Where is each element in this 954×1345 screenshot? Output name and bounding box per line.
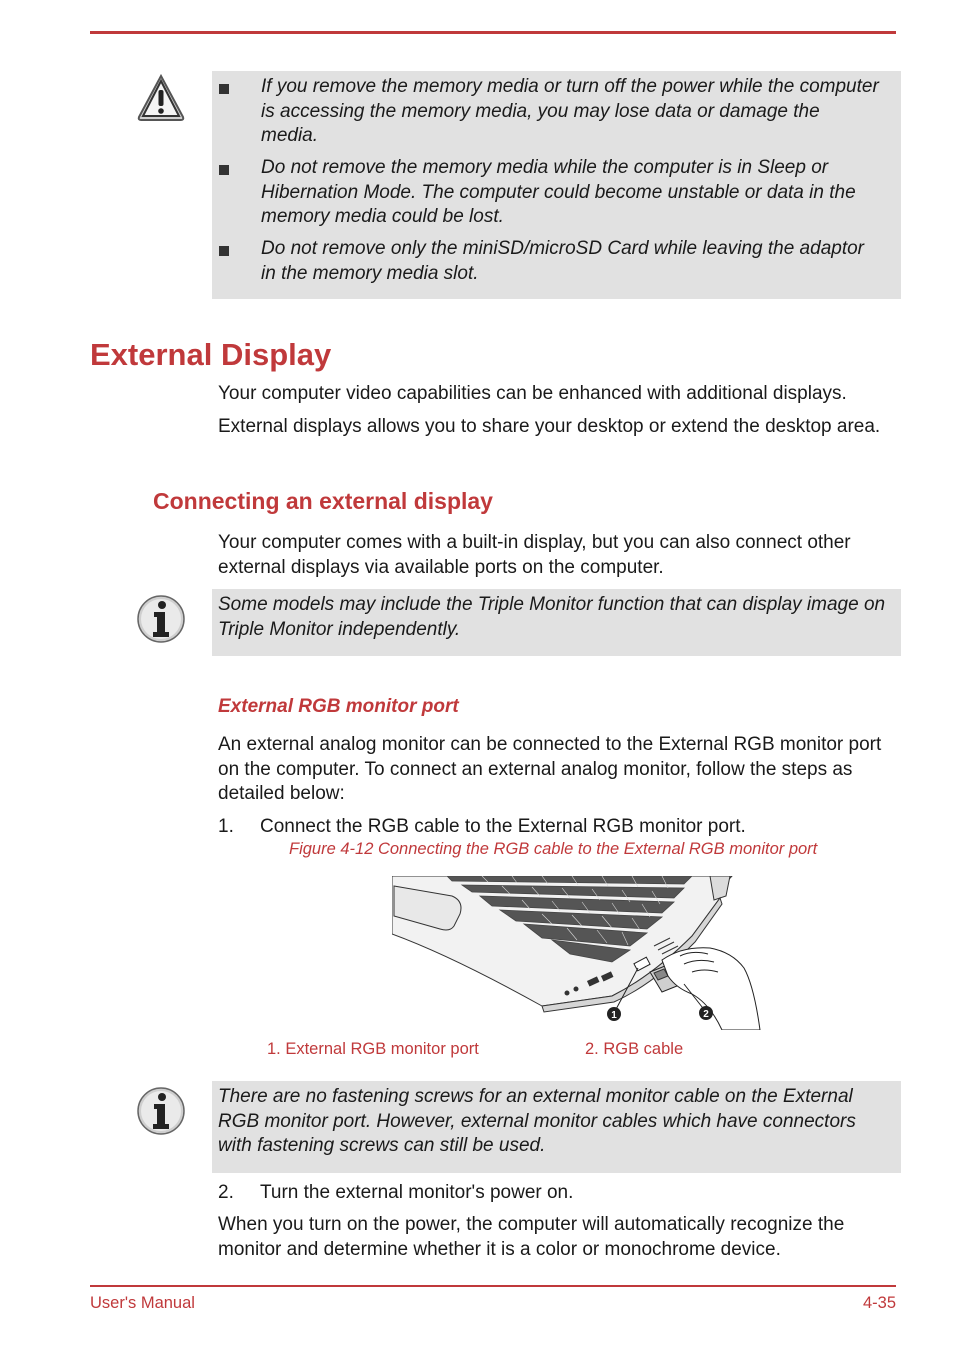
rgb-outro: When you turn on the power, the computer will automatically recognize the monitor and determine whether it is a color or monochrome device. (218, 1214, 845, 1260)
info-icon (136, 1086, 186, 1136)
callout-2-label: 2 (703, 1009, 709, 1020)
subsubsection-title: External RGB monitor port (218, 696, 459, 717)
info-note-text: Some models may include the Triple Monitor function that can display image on Triple Monitor independently. (218, 594, 886, 640)
info-note (212, 1081, 901, 1173)
footer-rule (90, 1285, 896, 1287)
warning-note (212, 71, 901, 299)
step-number: 2. (218, 1182, 234, 1203)
warning-item-text: If you remove the memory media or turn off the power while the computer is accessing the memory media, you may lose data or damage the media. (261, 76, 879, 146)
laptop-rgb-illustration (392, 876, 764, 1030)
bullet-square-icon (219, 246, 229, 256)
step-text: Connect the RGB cable to the External RGB monitor port. (260, 816, 746, 837)
bullet-square-icon (219, 165, 229, 175)
step-number: 1. (218, 816, 234, 837)
callout-1-label: 1 (611, 1010, 617, 1021)
footer-manual-title: User's Manual (90, 1294, 195, 1312)
subsection-intro: Your computer comes with a built-in display, but you can also connect other external displays via available ports on the computer. (218, 532, 851, 578)
warning-item-text: Do not remove only the miniSD/microSD Card while leaving the adaptor in the memory media slot. (261, 238, 864, 284)
warning-triangle-icon (136, 73, 186, 123)
footer-page-number: 4-35 (862, 1294, 896, 1312)
section-paragraph: Your computer video capabilities can be enhanced with additional displays. (218, 383, 847, 404)
section-title: External Display (90, 337, 332, 372)
subsection-title: Connecting an external display (153, 488, 493, 514)
info-note (212, 589, 901, 656)
figure-legend-2: 2. RGB cable (585, 1040, 684, 1058)
rgb-intro: An external analog monitor can be connected to the External RGB monitor port on the computer. To connect an external analog monitor, follow the steps as detailed below: (218, 734, 882, 804)
info-icon (136, 594, 186, 644)
info-note-text: There are no fastening screws for an external monitor cable on the External RGB monitor port. However, external monitor cables which have connectors with fastening screws can still be used. (218, 1086, 856, 1156)
figure-caption: Figure 4-12 Connecting the RGB cable to the External RGB monitor port (289, 840, 818, 858)
bullet-square-icon (219, 84, 229, 94)
step-text: Turn the external monitor's power on. (260, 1182, 574, 1203)
warning-item-text: Do not remove the memory media while the computer is in Sleep or Hibernation Mode. The computer could become unstable or data in the memory media could be lost. (261, 157, 856, 227)
header-rule (90, 31, 896, 34)
section-paragraph: External displays allows you to share your desktop or extend the desktop area. (218, 416, 881, 437)
figure-legend-1: 1. External RGB monitor port (267, 1040, 479, 1058)
